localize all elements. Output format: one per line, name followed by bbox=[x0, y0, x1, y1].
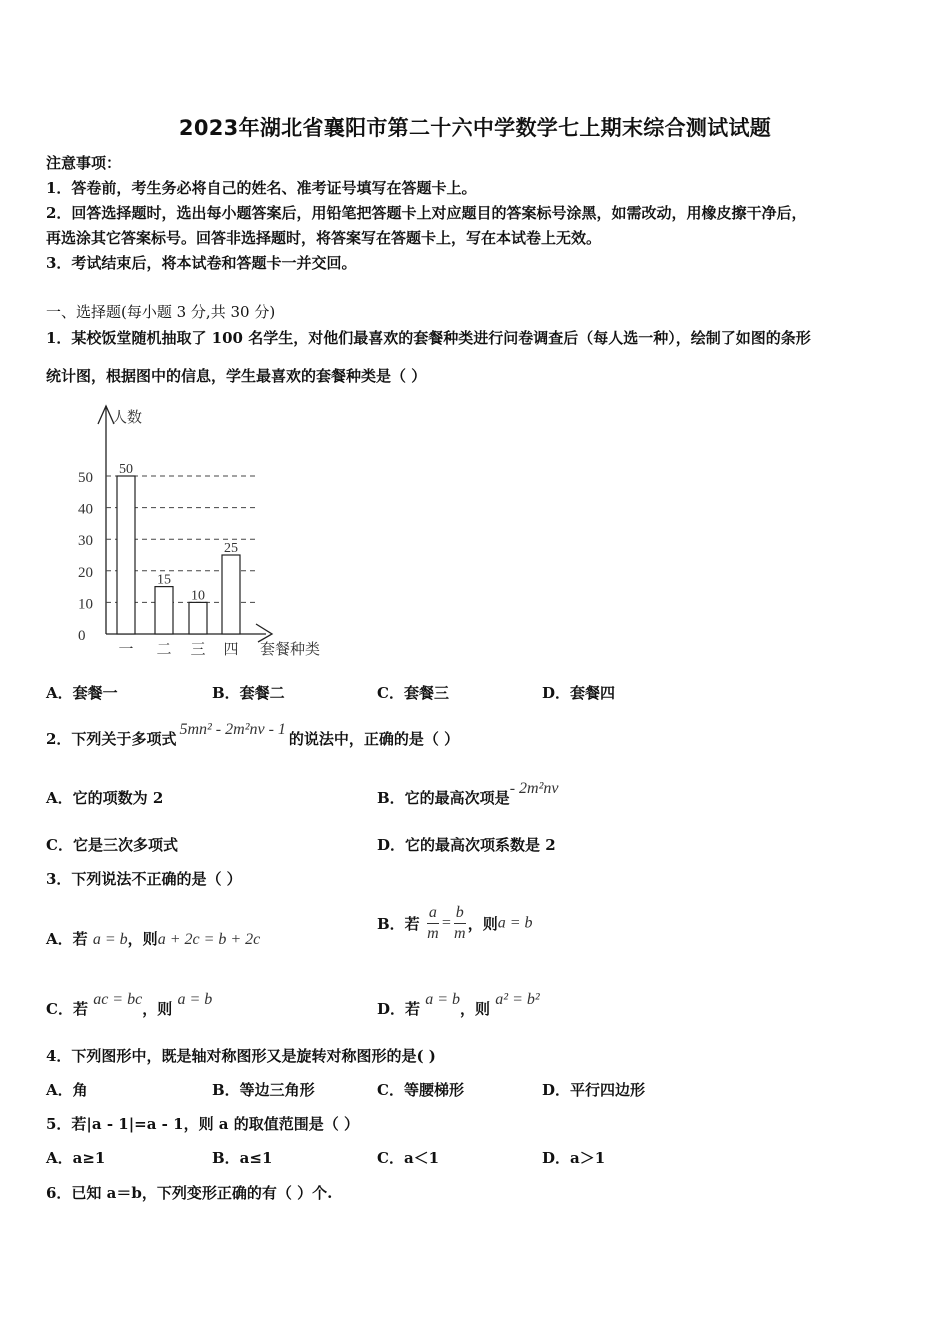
bar bbox=[222, 555, 240, 634]
q2-prefix: 2．下列关于多项式 bbox=[46, 730, 177, 748]
bar bbox=[117, 476, 135, 634]
q4-option-c[interactable]: C．等腰梯形 bbox=[377, 1081, 464, 1099]
y-tick-label: 20 bbox=[78, 564, 93, 581]
q3-a-label: A．若 bbox=[46, 930, 88, 948]
q3-option-b[interactable] bbox=[377, 903, 533, 944]
x-tick-label: 一 bbox=[118, 642, 134, 658]
q5-option-b[interactable]: B．a≤1 bbox=[212, 1149, 273, 1167]
q4-option-a[interactable]: A．角 bbox=[46, 1081, 88, 1099]
q3-b-fraction-right: $\frac{b}{m}$ bbox=[453, 904, 466, 942]
bar-data-label: 10 bbox=[191, 588, 205, 604]
notice-item: 3．考试结束后，将本试卷和答题卡一并交回。 bbox=[46, 254, 357, 272]
q1-stem-line1: 1．某校饭堂随机抽取了 100 名学生，对他们最喜欢的套餐种类进行问卷调查后（每人选一种），绘制了如图的条形 bbox=[46, 329, 811, 347]
q1-option-a[interactable]: A．套餐一 bbox=[46, 684, 118, 702]
q3-stem: 3．下列说法不正确的是（ ） bbox=[46, 870, 242, 888]
notice-item: 2．回答选择题时，选出每小题答案后，用铅笔把答题卡上对应题目的答案标号涂黑，如需改动，用橡皮擦干净后， bbox=[46, 204, 807, 222]
q2-option-b[interactable] bbox=[377, 780, 559, 808]
bar-data-label: 15 bbox=[157, 572, 171, 588]
notice-item: 1．答卷前，考生务必将自己的姓名、准考证号填写在答题卡上。 bbox=[46, 179, 477, 197]
y-axis-label: 人数 bbox=[112, 410, 143, 426]
q3-d-label: D．若 bbox=[377, 1000, 421, 1018]
q3-d-condition: a = b bbox=[425, 991, 461, 1008]
bar-chart bbox=[70, 398, 360, 666]
q1-stem-line2: 统计图，根据图中的信息，学生最喜欢的套餐种类是（ ） bbox=[46, 367, 427, 385]
q3-d-then: ，则 bbox=[460, 1000, 491, 1018]
q3-c-condition: ac = bc bbox=[93, 991, 143, 1008]
q3-b-label: B．若 bbox=[377, 915, 420, 933]
q3-c-label: C．若 bbox=[46, 1000, 88, 1018]
q2-option-c[interactable]: C．它是三次多项式 bbox=[46, 836, 178, 854]
q5-option-d[interactable]: D．a＞1 bbox=[542, 1149, 606, 1167]
q5-stem: 5．若|a - 1|=a - 1，则 a 的取值范围是（ ） bbox=[46, 1115, 359, 1133]
section-heading: 一、选择题(每小题 3 分,共 30 分) bbox=[46, 303, 276, 321]
q2-suffix: 的说法中，正确的是（ ） bbox=[288, 730, 460, 748]
q3-c-result: a = b bbox=[177, 991, 213, 1008]
q2-option-a[interactable]: A．它的项数为 2 bbox=[46, 789, 164, 807]
q3-a-condition: a = b bbox=[92, 931, 128, 948]
q1-option-c[interactable]: C．套餐三 bbox=[377, 684, 449, 702]
q3-b-result: a = b bbox=[497, 914, 533, 932]
q3-c-then: ，则 bbox=[142, 1000, 173, 1018]
y-tick-label: 10 bbox=[78, 596, 93, 613]
page-title: 2023年湖北省襄阳市第二十六中学数学七上期末综合测试试题 bbox=[178, 116, 772, 140]
q3-option-c[interactable] bbox=[46, 991, 213, 1019]
q3-b-fraction-left: $\frac{a}{m}$ bbox=[427, 904, 439, 942]
notice-item: 再选涂其它答案标号。回答非选择题时，将答案写在答题卡上，写在本试卷上无效。 bbox=[46, 229, 602, 247]
q3-b-equals: = bbox=[440, 914, 452, 932]
q2-option-b-expr: - 2m²nv bbox=[509, 780, 559, 797]
q1-option-d[interactable]: D．套餐四 bbox=[542, 684, 616, 702]
q3-b-then: ，则 bbox=[467, 915, 498, 933]
q6-stem: 6．已知 a＝b，下列变形正确的有（ ）个. bbox=[46, 1184, 333, 1202]
bar bbox=[189, 602, 207, 634]
q5-option-c[interactable]: C．a＜1 bbox=[377, 1149, 440, 1167]
bar bbox=[155, 587, 173, 634]
q3-d-result: a² = b² bbox=[495, 991, 540, 1008]
y-tick-label: 50 bbox=[78, 470, 93, 486]
x-tick-label: 三 bbox=[190, 642, 206, 658]
q3-option-a[interactable] bbox=[46, 928, 260, 949]
q4-stem: 4．下列图形中，既是轴对称图形又是旋转对称图形的是( ) bbox=[46, 1047, 436, 1065]
x-tick-label: 二 bbox=[156, 642, 172, 658]
q2-option-b-text: B．它的最高次项是 bbox=[377, 789, 510, 807]
y-tick-label: 40 bbox=[78, 501, 93, 518]
q3-a-then: ，则 bbox=[127, 930, 158, 948]
q4-option-b[interactable]: B．等边三角形 bbox=[212, 1081, 315, 1099]
y-tick-label: 0 bbox=[78, 628, 86, 644]
x-axis-arrow bbox=[256, 624, 272, 642]
q3-option-d[interactable] bbox=[377, 991, 540, 1019]
bar-data-label: 25 bbox=[224, 541, 238, 556]
q4-option-d[interactable]: D．平行四边形 bbox=[542, 1081, 646, 1099]
q5-option-a[interactable]: A．a≥1 bbox=[46, 1149, 106, 1167]
y-tick-label: 30 bbox=[78, 533, 93, 550]
bar-data-label: 50 bbox=[119, 462, 133, 477]
q2-stem bbox=[46, 721, 460, 749]
notice-heading: 注意事项： bbox=[46, 154, 122, 172]
q2-option-d[interactable]: D．它的最高次项系数是 2 bbox=[377, 836, 556, 854]
q2-expression: 5mn² - 2m²nv - 1 bbox=[179, 721, 286, 738]
x-axis-label: 套餐种类 bbox=[260, 642, 321, 658]
q3-a-result: a + 2c = b + 2c bbox=[157, 931, 261, 948]
x-tick-label: 四 bbox=[223, 642, 239, 658]
q1-option-b[interactable]: B．套餐二 bbox=[212, 684, 285, 702]
